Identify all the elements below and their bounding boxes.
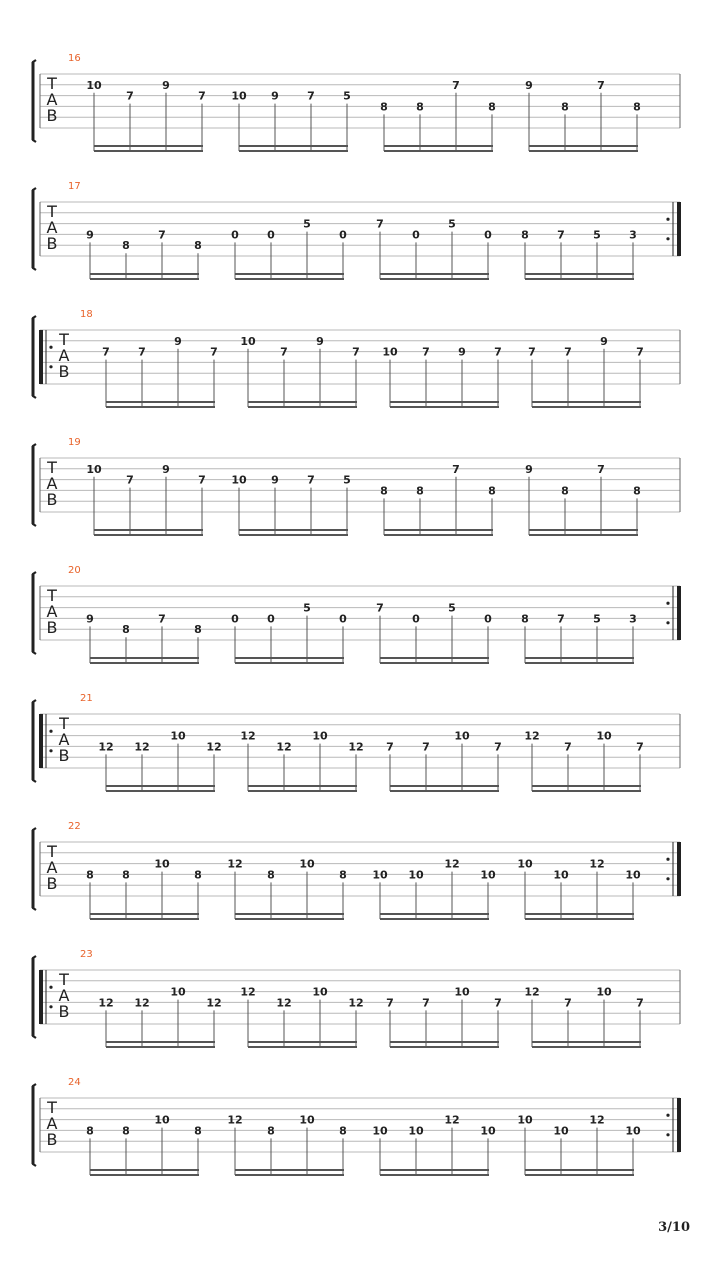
fret-number: 10 (299, 1113, 315, 1127)
tab-system (33, 565, 681, 663)
tab-clef-letter: A (46, 857, 58, 877)
fret-number: 7 (422, 345, 430, 359)
tab-clef-letter: T (47, 201, 57, 221)
end-repeat-thick-bar (677, 842, 681, 896)
measure-number: 24 (68, 1077, 81, 1088)
fret-number: 5 (343, 89, 351, 103)
fret-number: 10 (517, 857, 533, 871)
fret-number: 8 (416, 100, 424, 114)
fret-number: 8 (521, 612, 529, 626)
repeat-dot (666, 858, 669, 861)
fret-number: 9 (162, 462, 170, 476)
fret-number: 10 (625, 868, 641, 882)
fret-number: 7 (376, 217, 384, 231)
fret-number: 7 (307, 473, 315, 487)
tab-clef-letter: B (46, 1129, 58, 1149)
fret-number: 7 (158, 228, 166, 242)
fret-number: 0 (412, 228, 420, 242)
fret-number: 5 (448, 217, 456, 231)
fret-number: 8 (86, 1124, 94, 1138)
fret-number: 7 (280, 345, 288, 359)
fret-number: 9 (458, 345, 466, 359)
end-repeat-thick-bar (677, 202, 681, 256)
fret-number: 7 (102, 345, 110, 359)
measure-number: 20 (68, 565, 81, 576)
fret-number: 7 (494, 740, 502, 754)
fret-number: 5 (303, 601, 311, 615)
tab-clef-letter: T (47, 1097, 57, 1117)
fret-number: 7 (494, 345, 502, 359)
tab-clef-letter: B (58, 361, 70, 381)
fret-number: 10 (480, 1124, 496, 1138)
fret-number: 7 (210, 345, 218, 359)
fret-number: 12 (227, 857, 243, 871)
fret-number: 7 (494, 996, 502, 1010)
tab-clef-letter: A (46, 89, 58, 109)
fret-number: 8 (194, 1124, 202, 1138)
fret-number: 12 (276, 996, 292, 1010)
fret-number: 0 (484, 228, 492, 242)
tab-clef-letter: T (59, 329, 69, 349)
fret-number: 7 (636, 345, 644, 359)
fret-number: 9 (525, 462, 533, 476)
fret-number: 10 (596, 729, 612, 743)
fret-number: 10 (372, 868, 388, 882)
measure-number: 21 (80, 693, 93, 704)
tab-clef-letter: B (46, 105, 58, 125)
fret-number: 5 (448, 601, 456, 615)
measure-number: 18 (80, 309, 93, 320)
repeat-dot (49, 730, 52, 733)
tab-system (33, 437, 680, 535)
fret-number: 7 (636, 740, 644, 754)
fret-number: 12 (134, 996, 150, 1010)
end-repeat-thick-bar (677, 586, 681, 640)
fret-number: 12 (134, 740, 150, 754)
fret-number: 8 (122, 623, 130, 637)
fret-number: 0 (412, 612, 420, 626)
fret-number: 5 (343, 473, 351, 487)
tab-system (33, 1077, 681, 1175)
repeat-dot (666, 877, 669, 880)
fret-number: 12 (206, 996, 222, 1010)
fret-number: 8 (194, 868, 202, 882)
fret-number: 10 (312, 729, 328, 743)
fret-number: 9 (174, 334, 182, 348)
measure-number: 17 (68, 181, 81, 192)
fret-number: 8 (380, 484, 388, 498)
fret-number: 12 (348, 996, 364, 1010)
fret-number: 10 (86, 78, 102, 92)
fret-number: 7 (422, 740, 430, 754)
fret-number: 8 (194, 239, 202, 253)
fret-number: 12 (524, 729, 540, 743)
tab-clef-letter: T (47, 73, 57, 93)
fret-number: 7 (564, 996, 572, 1010)
fret-number: 12 (589, 857, 605, 871)
repeat-dot (666, 621, 669, 624)
fret-number: 8 (488, 484, 496, 498)
fret-number: 3 (629, 612, 637, 626)
fret-number: 8 (633, 100, 641, 114)
fret-number: 0 (267, 612, 275, 626)
fret-number: 10 (372, 1124, 388, 1138)
page-number: 3/10 (658, 1220, 690, 1235)
fret-number: 7 (198, 473, 206, 487)
fret-number: 8 (633, 484, 641, 498)
fret-number: 7 (376, 601, 384, 615)
tab-clef-letter: B (58, 1001, 70, 1021)
fret-number: 7 (158, 612, 166, 626)
fret-number: 9 (86, 228, 94, 242)
fret-number: 8 (561, 484, 569, 498)
fret-number: 0 (231, 228, 239, 242)
fret-number: 8 (339, 868, 347, 882)
fret-number: 10 (299, 857, 315, 871)
fret-number: 3 (629, 228, 637, 242)
fret-number: 10 (312, 985, 328, 999)
fret-number: 9 (525, 78, 533, 92)
tab-clef-letter: A (46, 1113, 58, 1133)
tab-clef-letter: A (46, 217, 58, 237)
fret-number: 7 (636, 996, 644, 1010)
start-repeat-thick-bar (39, 714, 43, 768)
fret-number: 12 (240, 985, 256, 999)
fret-number: 0 (339, 228, 347, 242)
fret-number: 7 (557, 228, 565, 242)
tab-clef-letter: A (46, 601, 58, 621)
repeat-dot (666, 1114, 669, 1117)
tab-clef-letter: T (59, 969, 69, 989)
repeat-dot (49, 986, 52, 989)
fret-number: 8 (122, 1124, 130, 1138)
fret-number: 8 (122, 239, 130, 253)
fret-number: 10 (240, 334, 256, 348)
fret-number: 5 (593, 228, 601, 242)
tab-clef-letter: B (46, 617, 58, 637)
fret-number: 0 (339, 612, 347, 626)
fret-number: 10 (553, 868, 569, 882)
tab-clef-letter: T (59, 713, 69, 733)
measure-number: 16 (68, 53, 81, 64)
fret-number: 7 (307, 89, 315, 103)
fret-number: 10 (154, 857, 170, 871)
fret-number: 12 (444, 857, 460, 871)
fret-number: 10 (170, 985, 186, 999)
fret-number: 7 (386, 996, 394, 1010)
fret-number: 7 (126, 473, 134, 487)
fret-number: 10 (517, 1113, 533, 1127)
fret-number: 5 (303, 217, 311, 231)
start-repeat-thick-bar (39, 970, 43, 1024)
tab-clef-letter: A (58, 729, 70, 749)
repeat-dot (49, 365, 52, 368)
tab-system (33, 53, 680, 151)
fret-number: 7 (126, 89, 134, 103)
fret-number: 5 (593, 612, 601, 626)
fret-number: 12 (206, 740, 222, 754)
fret-number: 7 (386, 740, 394, 754)
fret-number: 8 (267, 868, 275, 882)
fret-number: 8 (416, 484, 424, 498)
fret-number: 7 (138, 345, 146, 359)
tab-clef-letter: A (46, 473, 58, 493)
tab-clef-letter: B (46, 873, 58, 893)
fret-number: 10 (170, 729, 186, 743)
fret-number: 10 (454, 729, 470, 743)
tab-system (33, 309, 680, 407)
fret-number: 10 (382, 345, 398, 359)
repeat-dot (666, 1133, 669, 1136)
repeat-dot (49, 1005, 52, 1008)
fret-number: 10 (408, 868, 424, 882)
fret-number: 10 (231, 473, 247, 487)
fret-number: 10 (154, 1113, 170, 1127)
fret-number: 12 (348, 740, 364, 754)
fret-number: 9 (271, 473, 279, 487)
fret-number: 8 (194, 623, 202, 637)
fret-number: 8 (380, 100, 388, 114)
tab-clef-letter: B (46, 233, 58, 253)
repeat-dot (666, 237, 669, 240)
measure-number: 19 (68, 437, 81, 448)
fret-number: 8 (339, 1124, 347, 1138)
tab-system (33, 693, 680, 791)
fret-number: 7 (198, 89, 206, 103)
tab-clef-letter: A (58, 345, 70, 365)
fret-number: 12 (240, 729, 256, 743)
tab-clef-letter: T (47, 585, 57, 605)
fret-number: 10 (553, 1124, 569, 1138)
tab-clef-letter: A (58, 985, 70, 1005)
repeat-dot (49, 749, 52, 752)
fret-number: 8 (561, 100, 569, 114)
fret-number: 10 (480, 868, 496, 882)
fret-number: 10 (625, 1124, 641, 1138)
start-repeat-thick-bar (39, 330, 43, 384)
fret-number: 12 (589, 1113, 605, 1127)
fret-number: 7 (452, 462, 460, 476)
fret-number: 7 (564, 740, 572, 754)
fret-number: 0 (484, 612, 492, 626)
fret-number: 7 (452, 78, 460, 92)
tab-clef-letter: B (58, 745, 70, 765)
fret-number: 8 (122, 868, 130, 882)
measure-number: 22 (68, 821, 81, 832)
repeat-dot (666, 218, 669, 221)
tab-clef-letter: B (46, 489, 58, 509)
fret-number: 8 (267, 1124, 275, 1138)
fret-number: 9 (316, 334, 324, 348)
fret-number: 10 (596, 985, 612, 999)
fret-number: 0 (231, 612, 239, 626)
fret-number: 8 (86, 868, 94, 882)
tab-system (33, 821, 681, 919)
fret-number: 12 (98, 740, 114, 754)
fret-number: 9 (271, 89, 279, 103)
fret-number: 12 (98, 996, 114, 1010)
fret-number: 12 (227, 1113, 243, 1127)
fret-number: 8 (521, 228, 529, 242)
tab-system (33, 181, 681, 279)
fret-number: 10 (408, 1124, 424, 1138)
fret-number: 12 (524, 985, 540, 999)
fret-number: 0 (267, 228, 275, 242)
fret-number: 8 (488, 100, 496, 114)
fret-number: 7 (528, 345, 536, 359)
fret-number: 10 (454, 985, 470, 999)
fret-number: 10 (86, 462, 102, 476)
fret-number: 7 (557, 612, 565, 626)
fret-number: 9 (162, 78, 170, 92)
tab-system (33, 949, 680, 1047)
measure-number: 23 (80, 949, 93, 960)
fret-number: 7 (564, 345, 572, 359)
repeat-dot (666, 602, 669, 605)
fret-number: 7 (352, 345, 360, 359)
end-repeat-thick-bar (677, 1098, 681, 1152)
fret-number: 7 (597, 78, 605, 92)
fret-number: 9 (86, 612, 94, 626)
fret-number: 12 (444, 1113, 460, 1127)
fret-number: 9 (600, 334, 608, 348)
fret-number: 12 (276, 740, 292, 754)
tab-clef-letter: T (47, 457, 57, 477)
fret-number: 7 (422, 996, 430, 1010)
fret-number: 10 (231, 89, 247, 103)
repeat-dot (49, 346, 52, 349)
fret-number: 7 (597, 462, 605, 476)
tab-clef-letter: T (47, 841, 57, 861)
